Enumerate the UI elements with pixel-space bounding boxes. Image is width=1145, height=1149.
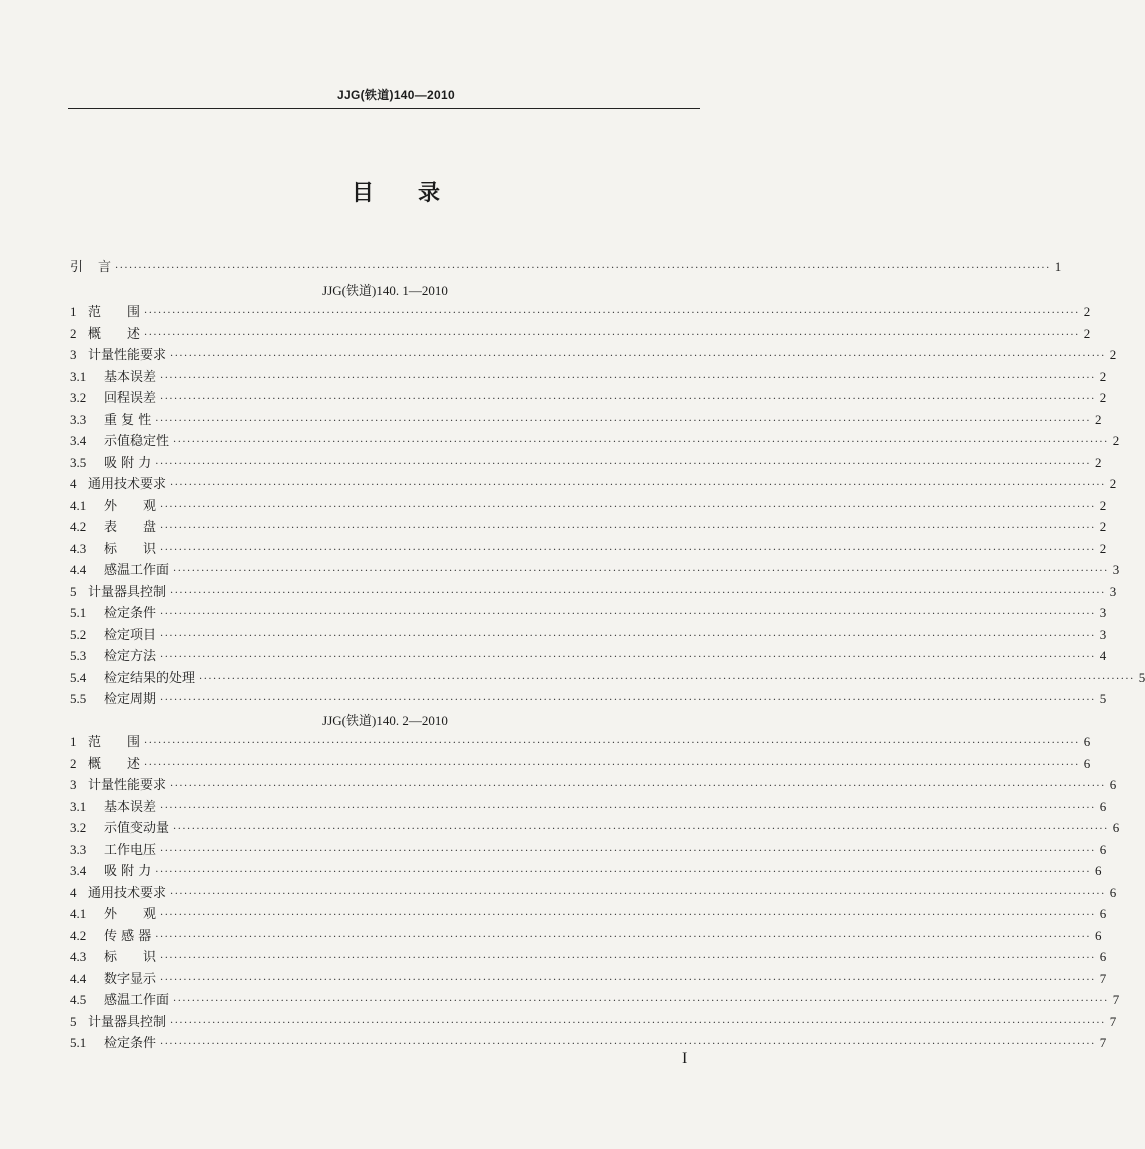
toc-entry-number: 4.5 [70, 992, 87, 1007]
toc-entry[interactable] [70, 796, 1107, 818]
toc-entry-number: 5.1 [70, 605, 87, 620]
toc-entry[interactable] [70, 366, 1107, 388]
toc-entry-page: 2 [1083, 304, 1091, 319]
toc-entry[interactable] [70, 645, 1107, 667]
toc-entry-label: 示值稳定性 [104, 434, 170, 449]
toc-entry-page: 2 [1099, 540, 1107, 556]
toc-leader-dots: ········································································································································································································ [144, 329, 1080, 341]
toc-leader-dots: ········································································································································································································ [144, 738, 1080, 749]
toc-entry-number: 3.1 [70, 798, 87, 814]
toc-entry-page: 6 [1095, 927, 1102, 943]
part1-entries [70, 301, 1145, 710]
toc-entry[interactable] [70, 925, 1102, 947]
toc-entry-number: 4.3 [70, 949, 87, 964]
toc-leader-dots: ········································································································································································································ [199, 673, 1135, 685]
toc-entry-number: 4 [70, 884, 77, 900]
toc-leader-dots: ········································································································································································································ [160, 394, 1096, 405]
toc-leader-dots: ········································································································································································································ [173, 566, 1109, 577]
toc-entry-label: 感温工作面 [104, 993, 170, 1008]
toc-entry-page: 6 [1099, 798, 1107, 814]
toc-entry-label: 计量器具控制 [88, 1014, 167, 1030]
document-code-header: JJG(铁道)140—2010 [337, 88, 455, 102]
toc-leader-dots: ········································································································································································································ [160, 609, 1096, 620]
toc-entry-page: 1 [1054, 259, 1062, 274]
toc-entry-page: 7 [1099, 1035, 1107, 1050]
toc-leader-dots: ········································································································································································································ [170, 781, 1106, 792]
toc-entry-page: 6 [1083, 755, 1091, 771]
toc-leader-dots: ········································································································································································································ [160, 974, 1096, 986]
toc-entry-label: 表 盘 [104, 520, 157, 535]
toc-entry[interactable] [70, 946, 1107, 968]
toc-entry-page: 2 [1099, 390, 1107, 405]
toc-entry-intro[interactable] [70, 256, 1062, 278]
toc-entry-page: 5 [1099, 691, 1107, 706]
toc-entry-label: 范 围 [88, 305, 141, 320]
toc-entry-page: 2 [1095, 454, 1102, 470]
toc-leader-dots: ········································································································································································································ [160, 630, 1096, 642]
toc-entry-label: 通用技术要求 [88, 477, 167, 492]
toc-entry-number: 2 [70, 755, 77, 771]
toc-leader-dots: ········································································································································································································ [160, 802, 1096, 814]
toc-leader-dots: ········································································································································································································ [160, 372, 1096, 384]
toc-entry-page: 6 [1099, 841, 1107, 857]
toc-entry-label: 检定条件 [104, 606, 157, 621]
toc-leader-dots: ········································································································································································································ [155, 867, 1092, 878]
toc-entry[interactable] [70, 344, 1117, 366]
toc-entry[interactable] [70, 559, 1120, 581]
toc-entry-label: 检定条件 [104, 1036, 157, 1051]
page-title-char-1: 目 [351, 181, 374, 206]
toc-leader-dots: ········································································································································································································ [160, 845, 1096, 857]
toc-entry-label: 通用技术要求 [88, 885, 167, 901]
toc-entry-page: 2 [1109, 347, 1117, 362]
toc-leader-dots: ········································································································································································································ [173, 437, 1109, 448]
toc-entry-number: 4.1 [70, 497, 87, 513]
toc-entry-number: 3.2 [70, 390, 87, 405]
toc-entry-label: 感温工作面 [104, 563, 170, 578]
toc-entry-label: 标 识 [104, 950, 157, 965]
toc-entry-page: 6 [1109, 884, 1117, 900]
toc-entry-number: 5 [70, 1013, 77, 1029]
toc-entry-number: 5 [70, 583, 77, 599]
toc-entry-number: 5.1 [70, 1035, 87, 1050]
toc-entry-number: 3.4 [70, 863, 87, 878]
toc-leader-dots: ········································································································································································································ [144, 759, 1080, 771]
page-title [0, 176, 792, 207]
toc-entry-number: 4.4 [70, 970, 87, 986]
toc-entry[interactable] [70, 301, 1091, 323]
toc-entry[interactable] [70, 602, 1107, 624]
toc-entry[interactable] [70, 581, 1117, 603]
toc-entry-label: 传 感 器 [104, 928, 152, 944]
toc-entry-page: 2 [1083, 325, 1091, 341]
toc-entry[interactable] [70, 667, 1145, 689]
toc-leader-dots: ········································································································································································································ [155, 931, 1092, 943]
toc-entry-page: 2 [1099, 519, 1107, 534]
toc-entry-number: 4.2 [70, 927, 87, 943]
toc-entry-label: 检定周期 [104, 692, 157, 707]
toc-leader-dots: ········································································································································································································ [160, 523, 1096, 534]
toc-entry[interactable] [70, 817, 1120, 839]
toc-leader-dots: ········································································································································································································ [170, 888, 1106, 900]
toc-entry-number: 3 [70, 777, 77, 792]
toc-leader-dots: ········································································································································································································ [170, 1017, 1106, 1029]
toc-entry[interactable] [70, 624, 1107, 646]
toc-entry-page: 2 [1109, 476, 1117, 491]
toc-entry-page: 5 [1138, 669, 1145, 685]
toc-leader-dots: ········································································································································································································ [173, 996, 1109, 1007]
part1-heading: JJG(铁道)140. 1—2010 [322, 282, 448, 298]
toc-entry-number: 1 [70, 304, 77, 319]
toc-leader-dots: ········································································································································································································ [144, 308, 1080, 319]
toc-entry-label: 回程误差 [104, 391, 157, 406]
toc-leader-dots: ········································································································································································································ [170, 587, 1106, 599]
page-title-char-2: 录 [418, 181, 441, 206]
toc-entry-number: 4.4 [70, 562, 87, 577]
toc-leader-dots: ········································································································································································································ [160, 544, 1096, 556]
toc-entry-page: 6 [1112, 820, 1120, 835]
toc-entry-label: 基本误差 [104, 799, 157, 815]
footer-page-number: I [682, 1050, 688, 1067]
toc-entry-page: 6 [1099, 949, 1107, 964]
toc-entry-label: 范 围 [88, 735, 141, 750]
toc-entry[interactable] [70, 409, 1102, 431]
toc-entry-label: 检定项目 [104, 627, 157, 643]
toc-entry-label: 基本误差 [104, 369, 157, 385]
header-rule [68, 108, 700, 109]
toc-leader-dots: ········································································································································································································ [170, 480, 1106, 491]
toc-entry-page: 3 [1099, 626, 1107, 642]
toc-entry-label: 示值变动量 [104, 821, 170, 836]
toc-entry[interactable] [70, 731, 1091, 753]
toc-entry-page: 7 [1099, 970, 1107, 986]
toc-entry-number: 3.2 [70, 820, 87, 835]
toc-entry-number: 3 [70, 347, 77, 362]
toc-entry-number: 3.3 [70, 411, 87, 427]
toc-leader-dots: ········································································································································································································ [155, 415, 1092, 427]
toc-entry[interactable] [70, 538, 1107, 560]
toc-entry-number: 3.4 [70, 433, 87, 448]
toc-entry[interactable] [70, 430, 1120, 452]
toc-entry-number: 5.5 [70, 691, 87, 706]
toc-entry-number: 3.3 [70, 841, 87, 857]
toc-entry-number: 1 [70, 734, 77, 749]
toc-entry-page: 3 [1112, 562, 1120, 577]
toc-entry-page: 2 [1095, 411, 1102, 427]
toc-entry-number: 4.2 [70, 519, 87, 534]
toc-leader-dots: ········································································································································································································ [160, 695, 1096, 706]
toc-entry-page: 4 [1099, 648, 1107, 663]
toc-entry-label: 计量性能要求 [88, 348, 167, 363]
toc-entry-page: 6 [1109, 777, 1117, 792]
toc-entry-number: 5.3 [70, 648, 87, 663]
toc-entry[interactable] [70, 452, 1102, 474]
toc-entry-label: 外 观 [104, 907, 157, 922]
toc-entry-number: 3.5 [70, 454, 87, 470]
table-of-contents [70, 256, 1145, 1054]
toc-entry-label: 概 述 [88, 756, 141, 772]
part2-entries [70, 731, 1120, 1054]
toc-entry-number: 5.2 [70, 626, 87, 642]
toc-entry[interactable] [70, 473, 1117, 495]
toc-entry[interactable] [70, 753, 1091, 775]
toc-entry[interactable] [70, 1011, 1117, 1033]
toc-entry[interactable] [70, 968, 1107, 990]
toc-leader-dots: ········································································································································································································ [160, 1039, 1096, 1050]
toc-leader-dots: ········································································································································································································ [115, 263, 1051, 274]
toc-entry[interactable] [70, 860, 1102, 882]
toc-entry-label: 数字显示 [104, 971, 157, 987]
toc-entry[interactable] [70, 516, 1107, 538]
toc-entry[interactable] [70, 495, 1107, 517]
toc-entry-label: 标 识 [104, 541, 157, 557]
toc-entry[interactable] [70, 387, 1107, 409]
toc-entry[interactable] [70, 1032, 1107, 1054]
toc-entry-page: 3 [1109, 583, 1117, 599]
toc-entry-number: 3.1 [70, 368, 87, 384]
toc-entry-page: 6 [1099, 906, 1107, 921]
toc-entry[interactable] [70, 774, 1117, 796]
toc-leader-dots: ········································································································································································································ [173, 824, 1109, 835]
toc-entry-label: 计量性能要求 [88, 778, 167, 793]
toc-entry-page: 2 [1099, 368, 1107, 384]
toc-leader-dots: ········································································································································································································ [160, 652, 1096, 663]
toc-entry-page: 2 [1112, 433, 1120, 448]
toc-leader-dots: ········································································································································································································ [160, 910, 1096, 921]
toc-entry-label: 外 观 [104, 498, 157, 514]
toc-entry-page: 6 [1095, 863, 1102, 878]
toc-entry-label: 吸 附 力 [104, 455, 152, 471]
toc-entry-label: 检定结果的处理 [104, 670, 196, 686]
toc-entry-label: 概 述 [88, 326, 141, 342]
toc-entry-number: 5.4 [70, 669, 87, 685]
toc-entry-label: 重 复 性 [104, 412, 152, 428]
part2-heading: JJG(铁道)140. 2—2010 [322, 712, 448, 728]
toc-entry[interactable] [70, 882, 1117, 904]
toc-entry-label: 计量器具控制 [88, 584, 167, 600]
toc-entry-number: 引 [70, 259, 84, 274]
toc-leader-dots: ········································································································································································································ [155, 458, 1092, 470]
toc-entry-number: 4.1 [70, 906, 87, 921]
toc-entry-page: 7 [1109, 1013, 1117, 1029]
toc-entry-page: 6 [1083, 734, 1091, 749]
toc-entry-label: 检定方法 [104, 649, 157, 664]
toc-leader-dots: ········································································································································································································ [170, 351, 1106, 362]
toc-entry[interactable] [70, 323, 1091, 345]
toc-leader-dots: ········································································································································································································ [160, 501, 1096, 513]
toc-entry-label: 言 [98, 260, 112, 275]
toc-entry-page: 3 [1099, 605, 1107, 620]
toc-entry-label: 工作电压 [104, 842, 157, 858]
toc-entry-page: 2 [1099, 497, 1107, 513]
toc-entry-number: 2 [70, 325, 77, 341]
toc-entry[interactable] [70, 903, 1107, 925]
toc-entry[interactable] [70, 688, 1107, 710]
toc-entry-number: 4 [70, 476, 77, 491]
toc-leader-dots: ········································································································································································································ [160, 953, 1096, 964]
toc-entry[interactable] [70, 989, 1120, 1011]
toc-entry[interactable] [70, 839, 1107, 861]
toc-entry-page: 7 [1112, 992, 1120, 1007]
toc-entry-number: 4.3 [70, 540, 87, 556]
toc-entry-label: 吸 附 力 [104, 864, 152, 879]
